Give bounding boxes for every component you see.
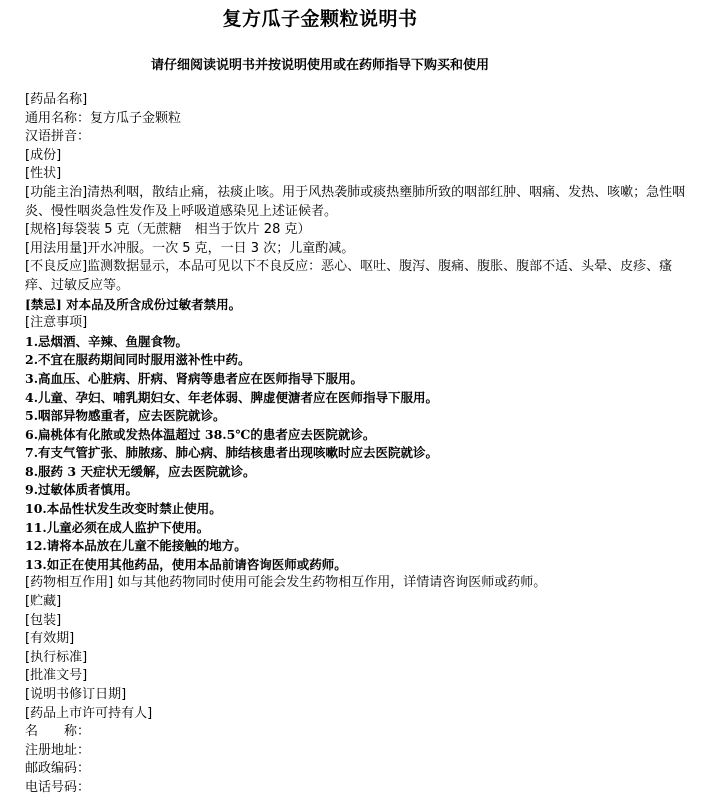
mah-phone: 电话号码： [25,779,91,795]
precaution-item: 5.咽部异物感重者，应去医院就诊。 [25,408,226,424]
properties-header: [性状] [25,166,62,182]
precaution-item: 2.不宜在服药期间同时服用滋补性中药。 [25,352,251,368]
precaution-item: 13.如正在使用其他药品，使用本品前请咨询医师或药师。 [25,556,347,572]
specification-section: [规格]每袋装 5 克（无蔗糖 相当于饮片 28 克） [25,222,311,238]
drug-name-header: [药品名称] [25,92,88,107]
document-title: 复方瓜子金颗粒说明书 [222,8,418,30]
precautions-list [25,333,697,575]
pinyin-name: 汉语拼音： [25,129,91,145]
precaution-item: 6.扁桃体有化脓或发热体温超过 38.5℃的患者应去医院就诊。 [25,426,376,442]
approval-number-header: [批准文号] [25,668,88,684]
precaution-item: 8.服药 3 天症状无缓解，应去医院就诊。 [25,463,256,479]
ingredients-header: [成份] [25,147,62,163]
precaution-item: 10.本品性状发生改变时禁止使用。 [25,501,222,517]
precaution-item: 9.过敏体质者慎用。 [25,482,139,498]
precaution-item: 7.有支气管扩张、肺脓疡、肺心病、肺结核患者出现咳嗽时应去医院就诊。 [25,445,439,461]
mah-name: 名 称： [25,724,91,740]
precaution-item: 11.儿童必须在成人监护下使用。 [25,519,210,535]
leaflet-body [25,91,697,798]
precaution-item: 3.高血压、心脏病、肝病、肾病等患者应在医师指导下服用。 [25,370,364,386]
precaution-item: 1.忌烟酒、辛辣、鱼腥食物。 [25,333,189,349]
indications-section: [功能主治]清热利咽，散结止痛，祛痰止咳。用于风热袭肺或痰热壅肺所致的咽部红肿、咽痛、发热、咳嗽；急性咽炎、慢性咽炎急性发作及上呼吸道感染见上述证候者。 [25,184,686,219]
adverse-reactions-section: [不良反应]监测数据显示，本品可见以下不良反应：恶心、呕吐、腹泻、腹痛、腹胀、腹部不适、头晕、皮疹、瘙痒、过敏反应等。 [25,259,673,293]
document-subtitle: 请仔细阅读说明书并按说明使用或在药师指导下购买和使用 [150,58,489,73]
generic-name: 通用名称：复方瓜子金颗粒 [25,110,182,126]
standard-header: [执行标准] [25,649,88,665]
revision-date-header: [说明书修订日期] [25,687,127,702]
dosage-section: [用法用量]开水冲服。一次 5 克，一日 3 次；儿童酌减。 [25,240,355,256]
precaution-item: 12.请将本品放在儿童不能接触的地方。 [25,538,247,554]
precautions-header: [注意事项] [25,315,88,331]
package-header: [包装] [25,612,62,628]
validity-header: [有效期] [25,631,75,647]
mah-header: [药品上市许可持有人] [25,705,153,721]
precaution-item: 4.儿童、孕妇、哺乳期妇女、年老体弱、脾虚便溏者应在医师指导下服用。 [25,389,439,405]
storage-header: [贮藏] [25,594,62,610]
mah-postcode: 邮政编码： [25,761,91,777]
contraindications-section: [禁忌] 对本品及所含成份过敏者禁用。 [25,296,242,312]
interactions-section: [药物相互作用] 如与其他药物同时使用可能会发生药物相互作用，详情请咨询医师或药师。 [25,575,547,591]
mah-address: 注册地址： [25,742,91,758]
